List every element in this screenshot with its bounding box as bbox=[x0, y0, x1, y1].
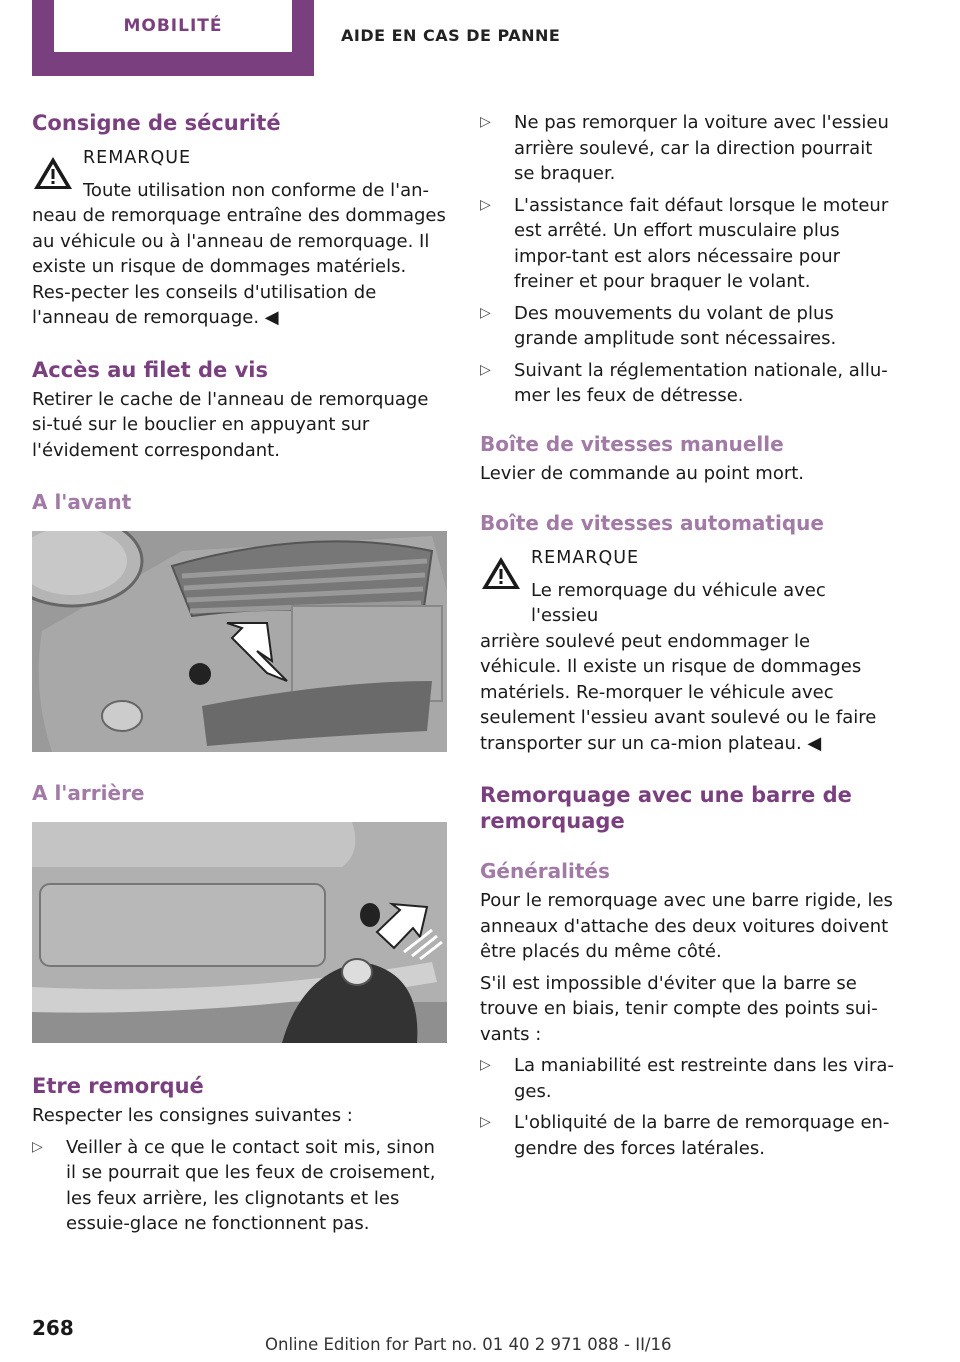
warning-icon bbox=[32, 154, 74, 192]
header-section-label: AIDE EN CAS DE PANNE bbox=[341, 26, 561, 45]
page-number: 268 bbox=[32, 1316, 74, 1340]
access-heading: Accès au filet de vis bbox=[32, 357, 268, 382]
front-bumper-photo bbox=[32, 531, 447, 752]
bullet-triangle-icon: ▷ bbox=[480, 1114, 491, 1130]
towing-rules-list bbox=[480, 110, 895, 409]
note-text: arrière soulevé peut endommager le véhicule. Il existe un risque de dommages matériels. Re-morquer le véhicule avec seulement l'essieu avant soulevé ou le faire transporter sur un ca-mion plateau. ◀ bbox=[480, 630, 877, 754]
rear-bumper-photo bbox=[32, 822, 447, 1043]
note-first-line: Le remorquage du véhicule avec l'essieu bbox=[531, 579, 826, 626]
warning-icon bbox=[480, 554, 522, 592]
list-item: ▷ Suivant la réglementation nationale, allu-mer les feux de détresse. bbox=[480, 359, 888, 406]
towed-list bbox=[32, 1135, 447, 1237]
list-item: ▷ Des mouvements du volant de plus grande amplitude sont nécessaires. bbox=[480, 302, 837, 349]
rear-heading: A l'arrière bbox=[32, 781, 145, 805]
general-list bbox=[480, 1053, 895, 1161]
safety-heading: Consigne de sécurité bbox=[32, 111, 281, 135]
safety-note bbox=[32, 146, 447, 331]
bullet-triangle-icon: ▷ bbox=[480, 1057, 491, 1073]
general-heading: Généralités bbox=[480, 859, 610, 883]
bullet-triangle-icon: ▷ bbox=[480, 304, 491, 321]
manual-gearbox-heading: Boîte de vitesses manuelle bbox=[480, 431, 784, 456]
header-tab-label: MOBILITÉ bbox=[54, 0, 292, 52]
header-tab bbox=[32, 0, 314, 76]
towed-text: Respecter les consignes suivantes : bbox=[32, 1105, 353, 1126]
access-text: Retirer le cache de l'anneau de remorquage si-tué sur le bouclier en appuyant sur l'évidement correspondant. bbox=[32, 388, 429, 461]
towed-heading: Etre remorqué bbox=[32, 1074, 204, 1098]
note-label: REMARQUE bbox=[83, 148, 192, 168]
bullet-triangle-icon: ▷ bbox=[480, 361, 491, 378]
bullet-triangle-icon: ▷ bbox=[480, 196, 491, 213]
list-item: ▷ L'obliquité de la barre de remorquage en-gendre des forces latérales. bbox=[480, 1112, 890, 1159]
note-text: neau de remorquage entraîne des dommages au véhicule ou à l'anneau de remorquage. Il existe un risque de dommages matériels. Res-pecter les conseils d'utilisation de l'anneau de remorquage. ◀ bbox=[32, 205, 446, 328]
list-item: ▷ Veiller à ce que le contact soit mis, sinon il se pourrait que les feux de croisement, les feux arrière, les clignotants et les essuie-glace ne fonctionnent pas. bbox=[32, 1136, 436, 1234]
manual-gearbox-text: Levier de commande au point mort. bbox=[480, 462, 805, 484]
list-item: ▷ Ne pas remorquer la voiture avec l'essieu arrière soulevé, car la direction pourrait se braquer. bbox=[480, 112, 889, 184]
bullet-triangle-icon: ▷ bbox=[32, 1138, 43, 1155]
note-label: REMARQUE bbox=[531, 548, 640, 568]
list-item: ▷ La maniabilité est restreinte dans les vira-ges. bbox=[480, 1055, 894, 1102]
auto-gearbox-heading: Boîte de vitesses automatique bbox=[480, 511, 824, 535]
list-item: ▷ L'assistance fait défaut lorsque le moteur est arrêté. Un effort musculaire plus impor-tant est alors nécessaire pour freiner et pour braquer le volant. bbox=[480, 194, 889, 292]
left-column bbox=[32, 110, 447, 1243]
tow-bar-heading: Remorquage avec une barre de remorquage bbox=[480, 783, 852, 833]
general-text-1: Pour le remorquage avec une barre rigide, les anneaux d'attache des deux voitures doivent être placés du même côté. bbox=[480, 890, 893, 962]
front-heading: A l'avant bbox=[32, 490, 132, 514]
edition-footer: Online Edition for Part no. 01 40 2 971 088 - II/16 bbox=[265, 1335, 672, 1354]
right-column bbox=[480, 110, 895, 1167]
bullet-triangle-icon: ▷ bbox=[480, 114, 491, 130]
auto-note bbox=[480, 546, 895, 756]
note-first-line: Toute utilisation non conforme de l'an- bbox=[83, 179, 430, 201]
general-text-2: S'il est impossible d'éviter que la barre se trouve en biais, tenir compte des points sui-vants : bbox=[480, 972, 878, 1045]
